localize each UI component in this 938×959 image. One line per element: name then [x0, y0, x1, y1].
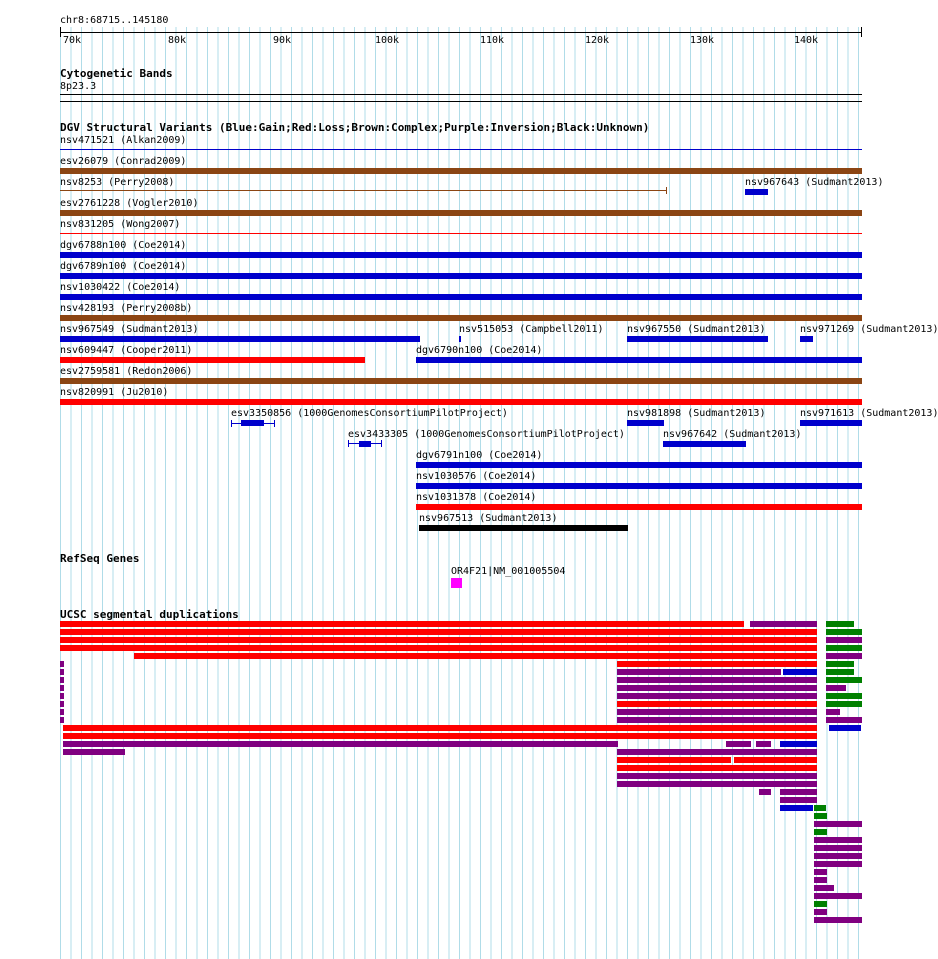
dgv-item-label[interactable]: nsv971269 (Sudmant2013) [800, 324, 938, 335]
segdup-feature[interactable] [60, 669, 64, 675]
segdup-feature[interactable] [826, 677, 862, 683]
dgv-feature[interactable] [800, 336, 813, 342]
segdup-feature[interactable] [617, 757, 731, 763]
segdup-feature[interactable] [814, 837, 862, 843]
dgv-feature[interactable] [745, 189, 768, 195]
segdup-feature[interactable] [826, 661, 854, 667]
dgv-feature[interactable] [60, 149, 862, 150]
segdup-feature[interactable] [134, 653, 817, 659]
segdup-feature[interactable] [617, 701, 817, 707]
dgv-item-label[interactable]: nsv515053 (Campbell2011) [459, 324, 604, 335]
dgv-track-title[interactable]: DGV Structural Variants (Blue:Gain;Red:Loss;Brown:Complex;Purple:Inversion;Black:Unknown) [60, 121, 650, 134]
dgv-feature[interactable] [60, 210, 862, 216]
ruler-tick-70k: 70k [63, 35, 82, 46]
segdup-feature[interactable] [826, 653, 862, 659]
dgv-feature[interactable] [60, 315, 862, 321]
segdup-feature[interactable] [60, 701, 64, 707]
dgv-feature[interactable] [60, 378, 862, 384]
segdup-feature[interactable] [60, 693, 64, 699]
ruler-tick-130k: 130k [690, 35, 715, 46]
segdup-feature[interactable] [826, 701, 862, 707]
dgv-feature[interactable] [60, 336, 420, 342]
segdup-feature[interactable] [780, 789, 817, 795]
dgv-feature-block [359, 441, 371, 447]
dgv-item-label[interactable]: esv3433305 (1000GenomesConsortiumPilotProject) [348, 429, 625, 440]
segdup-feature[interactable] [814, 829, 827, 835]
dgv-feature[interactable] [459, 336, 461, 342]
segdup-feature[interactable] [60, 629, 817, 635]
segdup-feature[interactable] [734, 757, 817, 763]
segdup-feature[interactable] [826, 621, 854, 627]
dgv-item-label[interactable]: dgv6788n100 (Coe2014) [60, 240, 187, 251]
ruler-tick-100k: 100k [375, 35, 400, 46]
dgv-feature[interactable] [627, 420, 664, 426]
segdup-feature[interactable] [60, 677, 64, 683]
segdup-feature[interactable] [814, 845, 862, 851]
dgv-feature[interactable] [60, 168, 862, 174]
ruler-left-end [60, 27, 61, 37]
segdup-feature[interactable] [780, 805, 813, 811]
segdup-feature[interactable] [780, 797, 817, 803]
segdup-feature[interactable] [60, 709, 64, 715]
dgv-item-label[interactable]: dgv6789n100 (Coe2014) [60, 261, 187, 272]
dgv-item-label[interactable]: nsv967549 (Sudmant2013) [60, 324, 199, 335]
dgv-feature[interactable] [60, 399, 862, 405]
ruler-tick-140k: 140k [794, 35, 819, 46]
cytoband-bar-top [60, 94, 862, 95]
segdup-feature[interactable] [60, 717, 64, 723]
segdup-feature[interactable] [826, 669, 854, 675]
segdup-feature[interactable] [814, 901, 827, 907]
dgv-item-label[interactable]: nsv8253 (Perry2008) [60, 177, 175, 188]
segdup-feature[interactable] [826, 717, 862, 723]
dgv-feature[interactable] [416, 462, 862, 468]
dgv-item-label[interactable]: esv2761228 (Vogler2010) [60, 198, 199, 209]
segdup-feature[interactable] [814, 893, 862, 899]
dgv-item-label[interactable]: dgv6791n100 (Coe2014) [416, 450, 543, 461]
dgv-feature-endcap [666, 187, 667, 194]
ruler-tick-90k: 90k [273, 35, 292, 46]
segdup-feature[interactable] [759, 789, 771, 795]
segdup-feature[interactable] [617, 717, 817, 723]
segdup-feature[interactable] [617, 661, 817, 667]
dgv-feature[interactable] [419, 525, 628, 531]
segdup-feature[interactable] [617, 749, 817, 755]
segdup-feature[interactable] [814, 917, 862, 923]
cytoband-track-title[interactable]: Cytogenetic Bands [60, 67, 173, 80]
dgv-item-label[interactable]: esv3350856 (1000GenomesConsortiumPilotProject) [231, 408, 508, 419]
dgv-feature-block [241, 420, 264, 426]
segdup-feature[interactable] [60, 621, 744, 627]
dgv-item-label[interactable]: nsv967550 (Sudmant2013) [627, 324, 766, 335]
dgv-item-label[interactable]: nsv1031378 (Coe2014) [416, 492, 537, 503]
segdup-feature[interactable] [60, 661, 64, 667]
dgv-item-label[interactable]: nsv967513 (Sudmant2013) [419, 513, 558, 524]
dgv-feature[interactable] [60, 273, 862, 279]
segdup-feature[interactable] [814, 877, 827, 883]
segdup-feature[interactable] [617, 765, 817, 771]
dgv-feature[interactable] [60, 357, 365, 363]
segdup-feature[interactable] [63, 741, 618, 747]
dgv-item-label[interactable]: nsv981898 (Sudmant2013) [627, 408, 766, 419]
segdup-feature[interactable] [826, 637, 862, 643]
segdup-feature[interactable] [750, 621, 817, 627]
dgv-feature[interactable] [663, 441, 746, 447]
segdup-feature[interactable] [829, 725, 861, 731]
position-label: chr8:68715..145180 [60, 15, 169, 26]
dgv-item-label[interactable]: nsv967643 (Sudmant2013) [745, 177, 884, 188]
dgv-feature-endcap [381, 440, 382, 447]
cytoband-bar-bottom [60, 101, 862, 102]
segdup-feature[interactable] [814, 805, 826, 811]
dgv-feature[interactable] [60, 190, 667, 191]
segdup-feature[interactable] [617, 709, 817, 715]
dgv-feature-endcap [348, 440, 349, 447]
ruler-tick-110k: 110k [480, 35, 505, 46]
segdup-feature[interactable] [814, 885, 834, 891]
dgv-item-label[interactable]: dgv6790n100 (Coe2014) [416, 345, 543, 356]
dgv-item-label[interactable]: nsv971613 (Sudmant2013) [800, 408, 938, 419]
segdup-feature[interactable] [814, 861, 862, 867]
dgv-feature[interactable] [416, 504, 862, 510]
segdup-feature[interactable] [617, 669, 781, 675]
segdup-track-title[interactable]: UCSC segmental duplications [60, 608, 239, 621]
dgv-feature[interactable] [627, 336, 768, 342]
dgv-item-label[interactable]: nsv967642 (Sudmant2013) [663, 429, 802, 440]
segdup-feature[interactable] [617, 685, 817, 691]
dgv-item-label[interactable]: nsv820991 (Ju2010) [60, 387, 169, 398]
dgv-item-label[interactable]: nsv1030576 (Coe2014) [416, 471, 537, 482]
dgv-item-label[interactable]: nsv609447 (Cooper2011) [60, 345, 193, 356]
segdup-feature[interactable] [617, 773, 817, 779]
dgv-feature[interactable] [416, 357, 862, 363]
dgv-feature[interactable] [800, 420, 862, 426]
segdup-feature[interactable] [617, 693, 817, 699]
segdup-feature[interactable] [814, 909, 827, 915]
ruler-tick-120k: 120k [585, 35, 610, 46]
segdup-feature[interactable] [63, 749, 125, 755]
dgv-item-label[interactable]: nsv428193 (Perry2008b) [60, 303, 193, 314]
cytoband-label: 8p23.3 [60, 81, 97, 92]
dgv-item-label[interactable]: nsv831205 (Wong2007) [60, 219, 181, 230]
refseq-track-title[interactable]: RefSeq Genes [60, 552, 140, 565]
segdup-feature[interactable] [814, 853, 862, 859]
segdup-feature[interactable] [826, 693, 862, 699]
segdup-feature[interactable] [826, 709, 840, 715]
segdup-feature[interactable] [826, 685, 846, 691]
segdup-feature[interactable] [60, 637, 817, 643]
dgv-item-label[interactable]: nsv1030422 (Coe2014) [60, 282, 181, 293]
segdup-feature[interactable] [756, 741, 771, 747]
segdup-feature[interactable] [726, 741, 751, 747]
dgv-feature[interactable] [60, 252, 862, 258]
dgv-feature-endcap [274, 420, 275, 427]
segdup-feature[interactable] [63, 725, 817, 731]
segdup-feature[interactable] [826, 645, 862, 651]
segdup-feature[interactable] [826, 629, 862, 635]
segdup-feature[interactable] [814, 869, 827, 875]
dgv-feature[interactable] [416, 483, 862, 489]
refseq-gene-label[interactable]: OR4F21|NM_001005504 [451, 566, 566, 577]
refseq-gene-feature[interactable] [451, 578, 462, 588]
ruler-right-end [861, 27, 862, 37]
segdup-feature[interactable] [814, 813, 827, 819]
segdup-feature[interactable] [63, 733, 817, 739]
dgv-item-label[interactable]: esv26079 (Conrad2009) [60, 156, 187, 167]
segdup-feature[interactable] [783, 669, 817, 675]
segdup-feature[interactable] [814, 821, 862, 827]
dgv-feature[interactable] [60, 233, 862, 234]
dgv-feature-endcap [231, 420, 232, 427]
segdup-feature[interactable] [60, 685, 64, 691]
segdup-feature[interactable] [60, 645, 817, 651]
segdup-feature[interactable] [617, 677, 817, 683]
dgv-item-label[interactable]: nsv471521 (Alkan2009) [60, 135, 187, 146]
ruler-axis [60, 32, 862, 33]
dgv-item-label[interactable]: esv2759581 (Redon2006) [60, 366, 193, 377]
dgv-feature[interactable] [60, 294, 862, 300]
segdup-feature[interactable] [617, 781, 817, 787]
segdup-feature[interactable] [780, 741, 817, 747]
ruler-tick-80k: 80k [168, 35, 187, 46]
